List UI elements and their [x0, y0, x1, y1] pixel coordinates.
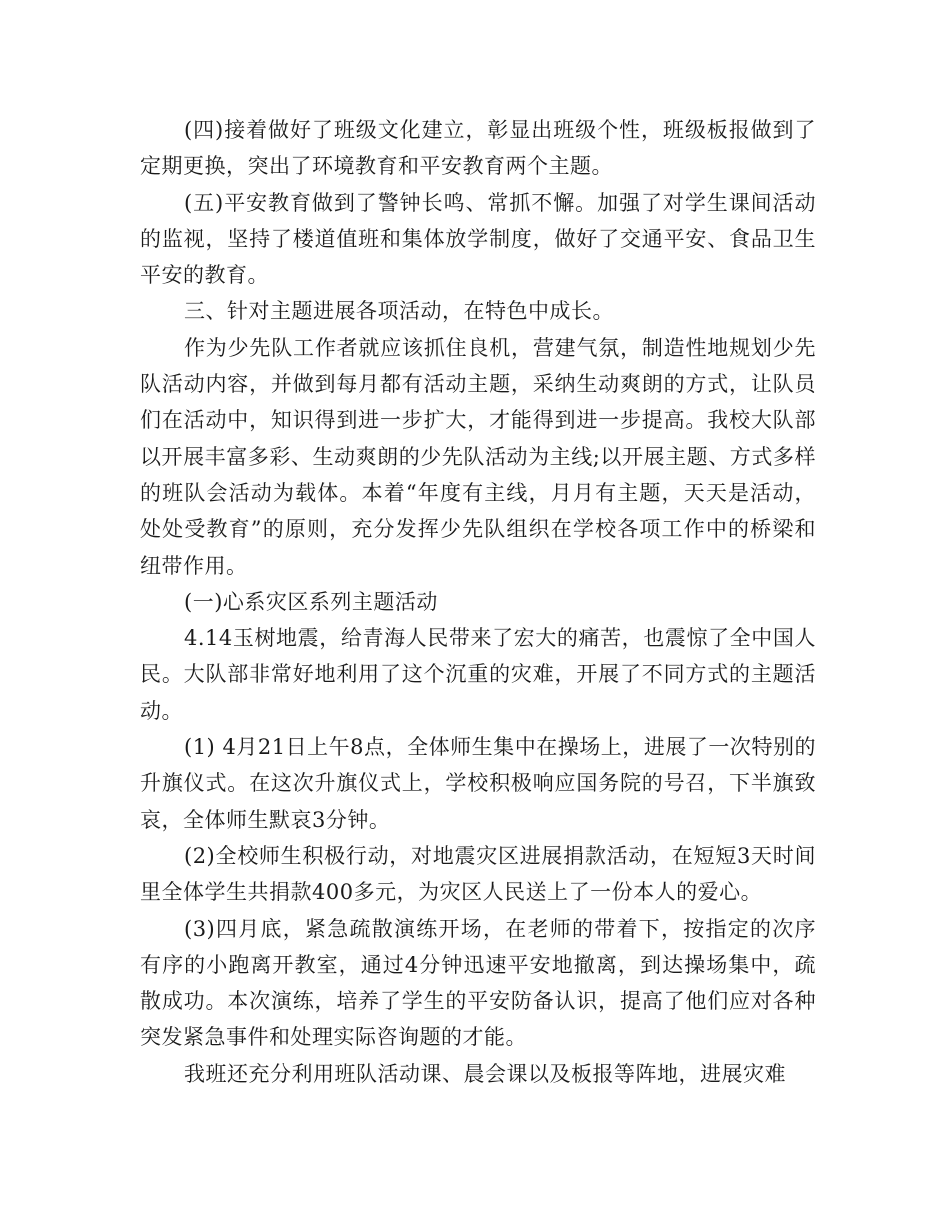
- paragraph-pioneer-work: 作为少先队工作者就应该抓住良机，营建气氛，制造性地规划少先队活动内容，并做到每月都有活动主题，采纳生动爽朗的方式，让队员们在活动中，知识得到进一步扩大，才能得到进一步提高。我校大队部以开展丰富多彩、生动爽朗的少先队活动为主线;以开展主题、方式多样的班队会活动为载体。本着“年度有主线，月月有主题，天天是活动，处处受教育”的原则，充分发挥少先队组织在学校各项工作中的桥梁和纽带作用。: [140, 335, 816, 578]
- paragraph-class-activities: 我班还充分利用班队活动课、晨会课以及板报等阵地，进展灾难: [184, 1061, 786, 1086]
- subheading-disaster-relief: (一)心系灾区系列主题活动: [184, 589, 438, 614]
- paragraph-donation: (2)全校师生积极行动，对地震灾区进展捐款活动，在短短3天时间里全体学生共捐款400多元，为灾区人民送上了一份本人的爱心。: [140, 843, 816, 905]
- paragraph-evacuation-drill: (3)四月底，紧急疏散演练开场，在老师的带着下，按指定的次序有序的小跑离开教室，通过4分钟迅速平安地撤离，到达操场集中，疏散成功。本次演练，培养了学生的平安防备认识，提高了他们应对各种突发紧急事件和处理实际咨询题的才能。: [140, 916, 816, 1050]
- paragraph-safety-education: (五)平安教育做到了警钟长鸣、常抓不懈。加强了对学生课间活动的监视，坚持了楼道值班和集体放学制度，做好了交通平安、食品卫生平安的教育。: [140, 190, 816, 288]
- paragraph-flag-ceremony: (1) 4月21日上午8点，全体师生集中在操场上，进展了一次特别的升旗仪式。在这次升旗仪式上，学校积极响应国务院的号召，下半旗致哀，全体师生默哀3分钟。: [140, 735, 816, 832]
- paragraph-earthquake: 4.14玉树地震，给青海人民带来了宏大的痛苦，也震惊了全中国人民。大队部非常好地利用了这个沉重的灾难，开展了不同方式的主题活动。: [140, 626, 816, 723]
- paragraph-class-culture: (四)接着做好了班级文化建立，彰显出班级个性，班级板报做到了定期更换，突出了环境教育和平安教育两个主题。: [140, 118, 816, 179]
- document-page: [140, 112, 816, 1092]
- section-heading-activities: 三、针对主题进展各项活动，在特色中成长。: [184, 299, 614, 324]
